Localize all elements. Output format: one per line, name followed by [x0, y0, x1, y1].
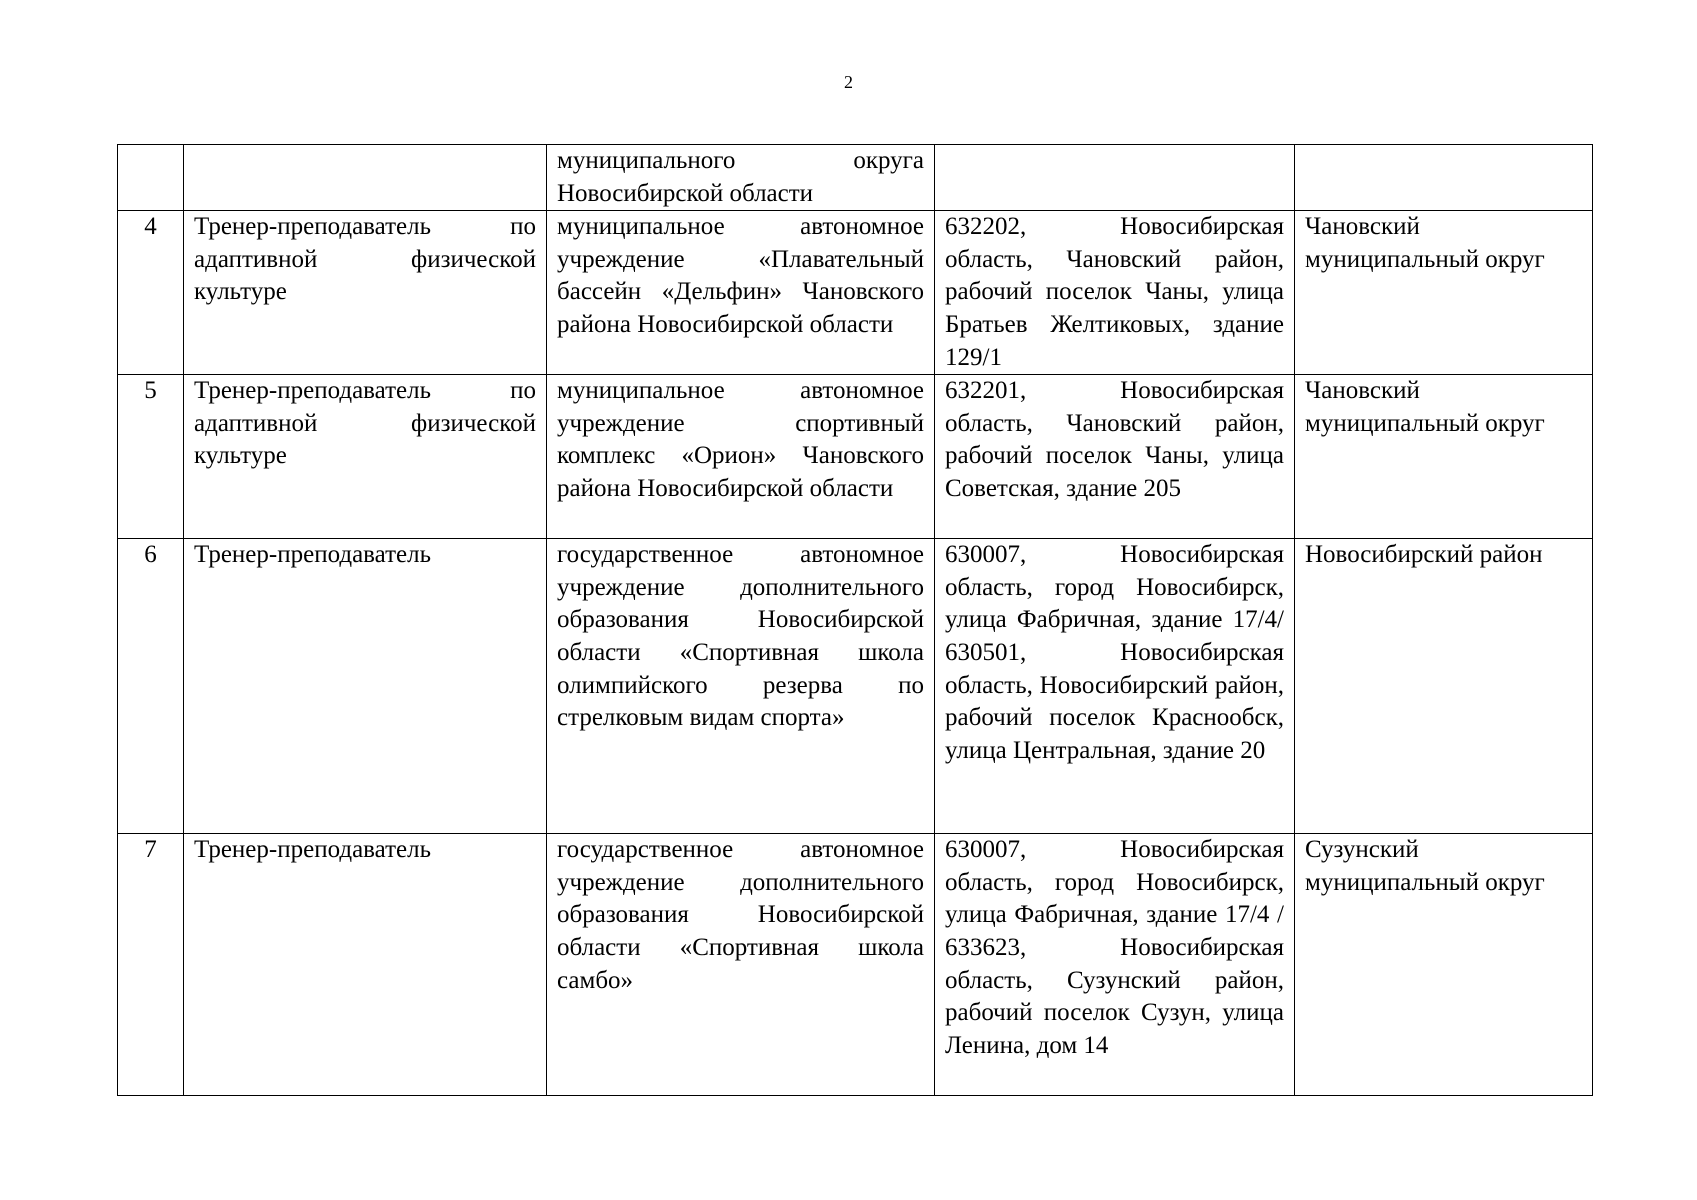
district-cell: Чановский муниципальный округ — [1295, 211, 1593, 375]
table-row — [118, 211, 1593, 375]
position-cell: Тренер-преподаватель по адаптивной физической культуре — [184, 211, 547, 375]
position-cell — [184, 145, 547, 211]
position-cell: Тренер-преподаватель — [184, 834, 547, 1096]
position-cell: Тренер-преподаватель — [184, 539, 547, 834]
address-cell: 630007, Новосибирская область, город Новосибирск, улица Фабричная, здание 17/4 / 633623, Новосибирская область, Сузунский район, рабочий поселок Сузун, улица Ленина, дом 14 — [935, 834, 1295, 1096]
table-row — [118, 834, 1593, 1096]
row-number-cell: 6 — [118, 539, 184, 834]
position-cell: Тренер-преподаватель по адаптивной физической культуре — [184, 375, 547, 539]
organization-cell: муниципальное автономное учреждение спортивный комплекс «Орион» Чановского района Новосибирской области — [547, 375, 935, 539]
row-number-cell: 5 — [118, 375, 184, 539]
table-row — [118, 539, 1593, 834]
row-number-cell: 4 — [118, 211, 184, 375]
address-cell: 632202, Новосибирская область, Чановский район, рабочий поселок Чаны, улица Братьев Желтиковых, здание 129/1 — [935, 211, 1295, 375]
address-cell — [935, 145, 1295, 211]
address-cell: 630007, Новосибирская область, город Новосибирск, улица Фабричная, здание 17/4/ 630501, Новосибирская область, Новосибирский район, рабочий поселок Краснообск, улица Центральная, здание 20 — [935, 539, 1295, 834]
organization-cell: государственное автономное учреждение дополнительного образования Новосибирской области «Спортивная школа самбо» — [547, 834, 935, 1096]
page-number: 2 — [844, 72, 853, 92]
organization-cell: муниципальное автономное учреждение «Плавательный бассейн «Дельфин» Чановского района Новосибирской области — [547, 211, 935, 375]
row-number-cell — [118, 145, 184, 211]
district-cell: Сузунский муниципальный округ — [1295, 834, 1593, 1096]
organization-cell: муниципального округа Новосибирской области — [547, 145, 935, 211]
table-row — [118, 145, 1593, 211]
table-row — [118, 375, 1593, 539]
address-cell: 632201, Новосибирская область, Чановский район, рабочий поселок Чаны, улица Советская, здание 205 — [935, 375, 1295, 539]
vacancy-table — [117, 144, 1593, 1096]
district-cell — [1295, 145, 1593, 211]
district-cell: Чановский муниципальный округ — [1295, 375, 1593, 539]
district-cell: Новосибирский район — [1295, 539, 1593, 834]
organization-cell: государственное автономное учреждение дополнительного образования Новосибирской области «Спортивная школа олимпийского резерва по стрелковым видам спорта» — [547, 539, 935, 834]
row-number-cell: 7 — [118, 834, 184, 1096]
